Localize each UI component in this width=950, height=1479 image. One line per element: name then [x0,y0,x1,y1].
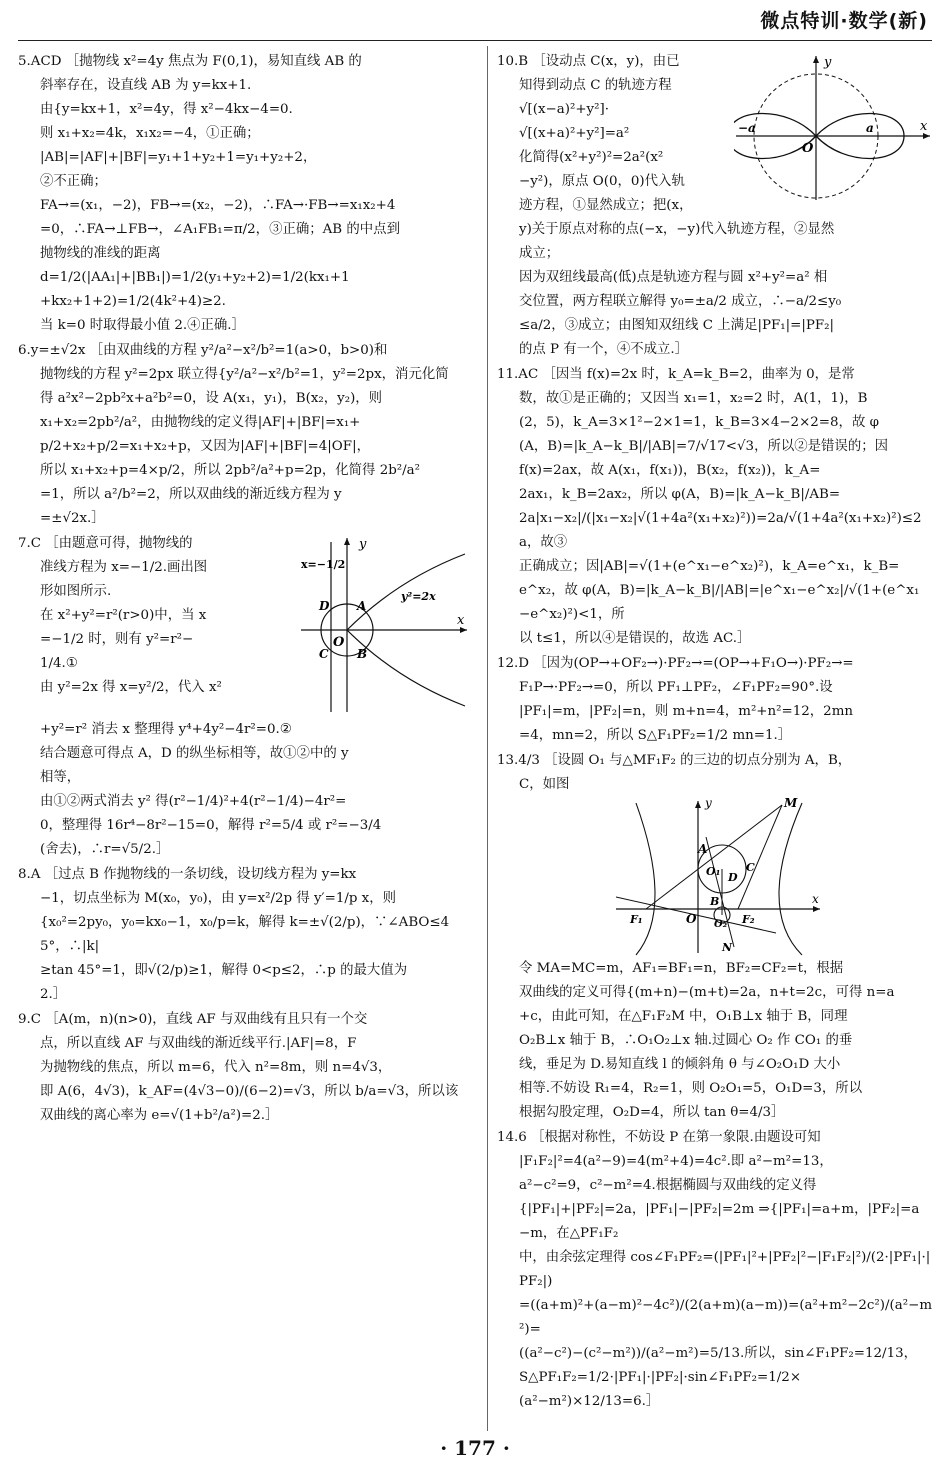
fig13-label-o1: O₁ [705,865,720,878]
text-line: 10.B ［设动点 C(x，y)，由已 [497,54,680,69]
text-line: 化简得(x²+y²)²=2a²(x² [519,150,664,165]
line-f1-m [646,805,782,909]
fig13-label-o: O [685,912,696,926]
answer-q6 [18,339,471,531]
text-line: 中，由余弦定理得 cos∠F₁PF₂=(|PF₁|²+|PF₂|²−|F₁F₂|²)/(2·|PF₁|·|PF₂|) [519,1250,931,1289]
text-line: f(x)=2ax，故 A(x₁，f(x₁))，B(x₂，f(x₂))，k_A= [519,463,821,478]
text-line: 双曲线的离心率为 e=√(1+b²/a²)=2.］ [40,1108,279,1123]
text-line: (a²−m²)×12/13=6.］ [519,1394,660,1409]
text-line: +kx₂+1+2)=1/2(4k²+4)≥2. [40,294,226,309]
fig13-label-c: C [745,861,755,874]
text-line: {x₀²=2py₀，y₀=kx₀−1，x₀/p=k，解得 k=±√(2/p)，∵∠ABO≤45°，∴|k| [40,915,450,954]
text-line: =((a+m)²+(a−m)²−4c²)/(2(a+m)(a−m))=(a²+m²−2c²)/(a²−m²)= [519,1298,933,1337]
text-line: p/2+x₂+p/2=x₁+x₂+p，又因为|AF|+|BF|=4|OF|， [40,439,370,454]
left-column [18,50,471,1129]
hyperbola-right-branch [779,803,802,955]
fig10-label-a: a [866,121,874,135]
text-line: 抛物线的方程 y²=2px 联立得{y²/a²−x²/b²=1，y²=2px，消元化简 [40,367,449,382]
text-line: 以 t≤1，所以④是错误的，故选 AC.］ [519,631,751,646]
answer-q9 [18,1008,471,1128]
text-line: =0，∴FA→⊥FB→，∠A₁FB₁=π/2，③正确；AB 的中点到 [40,222,400,237]
text-line: 2.］ [40,987,67,1002]
text-line: (A，B)=|k_A−k_B|/|AB|=7/√17<√3，所以②是错误的；因 [519,439,888,454]
text-line: x₁+x₂=2pb²/a²，由抛物线的定义得|AF|+|BF|=x₁+ [40,415,361,430]
text-line: 线，垂足为 D.易知直线 l 的倾斜角 θ 与∠O₂O₁D 大小 [519,1057,841,1072]
answer-q14 [497,1126,934,1414]
text-line: 斜率存在，设直线 AB 为 y=kx+1. [40,78,252,93]
text-line: 由 y²=2x 得 x=y²/2，代入 x² [40,680,222,695]
text-line: 在 x²+y²=r²(r>0)中，当 x [40,608,207,623]
text-line: 0，整理得 16r⁴−8r²−15=0，解得 r²=5/4 或 r²=−3/4 [40,818,382,833]
answer-q13 [497,749,934,1125]
page-number: · 177 · [440,1436,510,1460]
figure-q13-hyperbola-circles [606,797,826,957]
fig7-label-d: D [319,599,330,613]
text-line: |PF₁|=m，|PF₂|=n，则 m+n=4，m²+n²=12，2mn [519,704,854,719]
text-line: 11.AC ［因当 f(x)=2x 时，k_A=k_B=2，曲率为 0，是常 [497,367,855,382]
text-line: 形如图所示. [40,584,112,599]
text-line: +c，由此可知，在△F₁F₂M 中，O₁B⊥x 轴于 B，同理 [519,1009,848,1024]
text-line: ≤a/2，③成立；由图知双纽线 C 上满足|PF₁|=|PF₂| [519,318,835,333]
text-line: S△PF₁F₂=1/2·|PF₁|·|PF₂|·sin∠F₁PF₂=1/2× [519,1370,802,1385]
fig7-label-x: x [457,613,465,628]
text-line: 由{y=kx+1，x²=4y，得 x²−4kx−4=0. [40,102,293,117]
text-line: (2，5)，k_A=3×1²−2×1=1，k_B=3×4−2×2=8，故 φ [519,415,879,430]
text-line: 相等， [40,770,81,785]
text-line: =1，所以 a²/b²=2，所以双曲线的渐近线方程为 y [40,487,342,502]
answer-q5 [18,50,471,338]
fig13-label-x: x [811,892,819,906]
text-line: 9.C ［A(m，n)(n>0)，直线 AF 与双曲线有且只有一个交 [18,1012,368,1027]
fig7-label-directrix: x=−1/2 [301,558,346,571]
text-line: 令 MA=MC=m，AF₁=BF₁=n，BF₂=CF₂=t，根据 [519,961,844,976]
text-line: ②不正确； [40,174,107,189]
text-line: 正确成立；因|AB|=√(1+(e^x₁−e^x₂)²)，k_A=e^x₁，k_B= [519,559,900,574]
fig13-label-f1: F₁ [629,913,643,926]
line-f2-m [738,805,782,909]
text-line: 数，故①是正确的；又因当 x₁=1，x₂=2 时，A(1，1)，B [519,391,868,406]
text-line: 6.y=±√2x ［由双曲线的方程 y²/a²−x²/b²=1(a>0，b>0)和 [18,343,388,358]
fig7-label-y: y [359,537,367,552]
text-line: =4，mn=2，所以 S△F₁PF₂=1/2 mn=1.］ [519,728,792,743]
text-line: 根据勾股定理，O₂D=4，所以 tan θ=4/3］ [519,1105,785,1120]
header-title: 微点特训·数学(新) [760,10,928,32]
text-line: ≥tan 45°=1，即√(2/p)≥1，解得 0<p≤2，∴p 的最大值为 [40,963,408,978]
header-rule [18,40,932,41]
text-line: 8.A ［过点 B 作抛物线的一条切线，设切线方程为 y=kx [18,867,357,882]
text-line: O₂B⊥x 轴于 B，∴O₁O₂⊥x 轴.过圆心 O₂ 作 CO₁ 的垂 [519,1033,853,1048]
fig7-label-o: O [333,635,345,650]
y-axis-arrow-icon [344,538,350,545]
text-line: +y²=r² 消去 x 整理得 y⁴+4y²−4r²=0.② [40,722,292,737]
fig13-label-b: B [709,895,719,908]
answer-q8 [18,863,471,1007]
text-line: ((a²−c²)−(c²−m²))/(a²−m²)=5/13.所以，sin∠F₁PF₂=12/13， [519,1346,917,1361]
text-line: |AB|=|AF|+|BF|=y₁+1+y₂+1=y₁+y₂+2， [40,150,317,165]
text-line: 2ax₁，k_B=2ax₂，所以 φ(A，B)=|k_A−k_B|/AB= [519,487,841,502]
fig13-label-y: y [704,797,712,810]
right-column [497,50,934,1415]
fig7-label-b: B [357,647,368,661]
fig10-label-y: y [824,55,832,70]
text-line: FA→=(x₁，−2)，FB→=(x₂，−2)，∴FA→·FB→=x₁x₂+4 [40,198,396,213]
text-line: 得 a²x²−2pb²x+a²b²=0，设 A(x₁，y₁)，B(x₂，y₂)，则 [40,391,383,406]
text-line: a²−c²=9，c²−m²=4.根据椭圆与双曲线的定义得 [519,1178,817,1193]
text-line: 当 k=0 时取得最小值 2.④正确.］ [40,318,245,333]
text-line: y)关于原点对称的点(−x，−y)代入轨迹方程，②显然 [519,222,835,237]
fig10-label-x: x [920,119,928,134]
text-line: 1/4.① [40,656,78,671]
figure-q10-lemniscate [734,52,934,202]
fig7-label-a: A [357,599,367,613]
answer-q10 [497,50,934,362]
answer-q7 [18,532,471,862]
text-line: 则 x₁+x₂=4k，x₁x₂=−4，①正确； [40,126,260,141]
text-line: e^x₂，故 φ(A，B)=|k_A−k_B|/|AB|=|e^x₁−e^x₂|/√(1+(e^x₁−e^x₂)²)<1，所 [519,583,920,622]
text-line: =±√2x.］ [40,511,105,526]
text-line: 即 A(6，4√3)，k_AF=(4√3−0)/(6−2)=√3，所以 b/a=√3，所以该 [40,1084,459,1099]
fig13-label-m: M [783,797,797,810]
text-line: 5.ACD ［抛物线 x²=4y 焦点为 F(0,1)，易知直线 AB 的 [18,54,362,69]
y-axis-arrow-icon [813,56,819,63]
text-line: −1，切点坐标为 M(x₀，y₀)，由 y=x²/2p 得 y′=1/p x，则 [40,891,397,906]
text-line: 因为双纽线最高(低)点是轨迹方程与圆 x²+y²=a² 相 [519,270,828,285]
text-line: 点，所以直线 AF 与双曲线的渐近线平行.|AF|=8，F [40,1036,357,1051]
text-line: √[(x+a)²+y²]=a² [519,126,630,141]
text-line: 知得到动点 C 的轨迹方程 [519,78,672,93]
text-line: 12.D ［因为(OP→+OF₂→)·PF₂→=(OP→+F₁O→)·PF₂→= [497,656,854,671]
fig7-label-parabola: y²=2x [401,590,436,603]
text-line: 迹方程，①显然成立；把(x， [519,198,693,213]
fig13-label-n: N [721,941,732,954]
fig10-label-minus-a: −a [738,121,756,135]
text-line: 14.6 ［根据对称性，不妨设 P 在第一象限.由题设可知 [497,1130,821,1145]
text-line: 2a|x₁−x₂|/(|x₁−x₂|√(1+4a²(x₁+x₂)²))=2a/√(1+4a²(x₁+x₂)²)≤2a，故③ [519,511,922,550]
fig10-label-o: O [802,141,814,156]
x-axis-arrow-icon [813,906,820,912]
text-line: 结合题意可得点 A，D 的纵坐标相等，故①②中的 y [40,746,349,761]
text-line: (舍去)，∴r=√5/2.］ [40,842,170,857]
fig13-label-d: D [727,871,738,884]
column-divider [487,46,488,1431]
text-line: 所以 x₁+x₂+p=4×p/2，所以 2pb²/a²+p=2p，化简得 2b²/a² [40,463,421,478]
text-line: 成立； [519,246,560,261]
y-axis-arrow-icon [695,801,701,808]
text-line: =−1/2 时，则有 y²=r²− [40,632,194,647]
text-line: d=1/2(|AA₁|+|BB₁|)=1/2(y₁+y₂+2)=1/2(kx₁+1 [40,270,350,285]
text-line: {|PF₁|+|PF₂|=2a，|PF₁|−|PF₂|=2m ⇒{|PF₁|=a+m，|PF₂|=a−m，在△PF₁F₂ [519,1202,920,1241]
fig7-label-c: C [319,647,329,661]
text-line: 13.4/3 ［设圆 O₁ 与△MF₁F₂ 的三边的切点分别为 A，B， [497,753,852,768]
text-line: 抛物线的准线的距离 [40,246,161,261]
fig13-label-o2: O₂ [713,919,727,930]
answer-q11 [497,363,934,651]
text-line: 为抛物线的焦点，所以 m=6，代入 n²=8m，则 n=4√3， [40,1060,392,1075]
hyperbola-left-branch [636,803,655,955]
text-line: 准线方程为 x=−1/2.画出图 [40,560,208,575]
text-line: −y²)，原点 O(0，0)代入轨 [519,174,685,189]
text-line: 相等.不妨设 R₁=4，R₂=1，则 O₂O₁=5，O₁D=3，所以 [519,1081,863,1096]
text-line: 7.C ［由题意可得，抛物线的 [18,536,193,551]
text-line: |F₁F₂|²=4(a²−9)=4(m²+4)=4c².即 a²−m²=13， [519,1154,833,1169]
text-line: 的点 P 有一个，④不成立.］ [519,342,689,357]
text-line: F₁P→·PF₂→=0，所以 PF₁⊥PF₂，∠F₁PF₂=90°.设 [519,680,833,695]
text-line: C，如图 [519,777,570,792]
fig13-label-a: A [697,842,707,856]
fig13-label-f2: F₂ [741,913,755,926]
text-line: 由①②两式消去 y² 得(r²−1/4)²+4(r²−1/4)−4r²= [40,794,347,809]
text-line: √[(x−a)²+y²]· [519,102,609,117]
text-line: 交位置，两方程联立解得 y₀=±a/2 成立，∴−a/2≤y₀ [519,294,842,309]
answer-q12 [497,652,934,748]
figure-q7-parabola-circle [301,534,471,714]
text-line: 双曲线的定义可得{(m+n)−(m+t)=2a，n+t=2c，可得 n=a [519,985,895,1000]
